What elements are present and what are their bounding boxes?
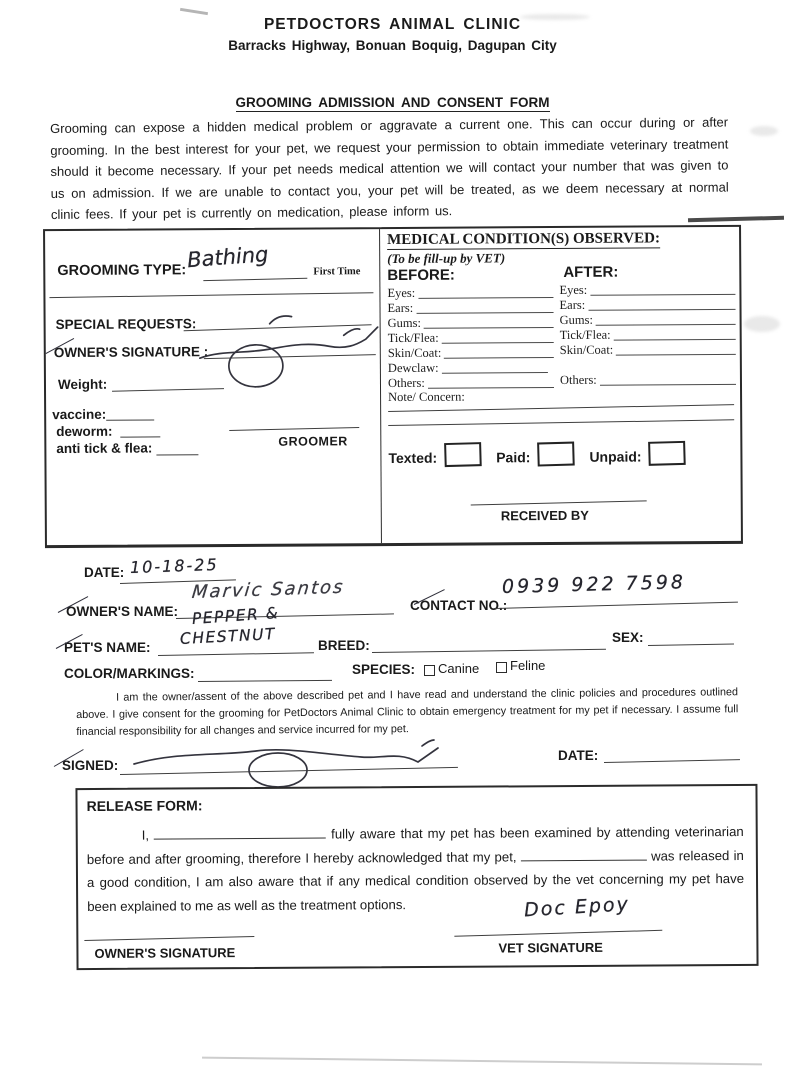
blank-line [600,372,736,386]
note-concern-label: Note/ Concern: [388,389,465,405]
after-field-row [559,297,735,313]
first-time-label: First Time [313,266,361,278]
blank-line [588,297,735,311]
sex-label: SEX: [612,630,644,645]
release-intro-prefix: I, [141,827,150,843]
vaccine-line [106,419,154,420]
medical-subtitle: (To be fill-up by VET) [387,250,506,267]
after-field-row [560,327,736,343]
divider-line [49,292,373,298]
blank-line [590,282,735,296]
canine-label: Canine [438,661,480,676]
texted-label: Texted: [388,449,438,467]
before-label: BEFORE: [387,266,455,285]
after-field-row [560,372,736,388]
color-markings-line [198,680,332,682]
clinic-address: Barracks Highway, Bonuan Boquig, Dagupan City [228,38,557,53]
before-field-row [388,345,554,361]
breed-label: BREED: [318,638,370,653]
form-title [0,94,785,112]
contact-no-handwriting: 0939 922 7598 [501,571,687,598]
feline-checkbox [496,662,507,673]
weight-label: Weight: [57,376,108,393]
after-label: AFTER: [563,263,619,281]
received-by-line [471,500,647,505]
note-line [388,404,734,412]
color-markings-label: COLOR/MARKINGS: [64,666,195,681]
blank-line [596,312,736,326]
signed-signature-scribble [126,736,460,788]
release-owner-signature-label: OWNER'S SIGNATURE [94,945,236,961]
pets-name-handwriting-line1: PEPPER & [191,603,280,628]
after-field-row [560,342,736,358]
grooming-type-line [203,278,307,281]
field-label: Ears: [559,297,586,312]
groomer-label: GROOMER [278,434,348,449]
grooming-type-label: GROOMING TYPE: [57,262,187,280]
field-label: Others: [559,372,597,387]
blank-line [416,300,553,314]
vaccine-label: vaccine: [52,406,107,423]
anti-tick-flea-label: anti tick & flea: [56,440,153,457]
before-field-row [388,330,554,346]
paid-checkbox [537,442,575,467]
blank-line [418,285,553,299]
before-field-row [387,285,553,301]
release-pet-blank [521,846,647,861]
owners-name-label: OWNER'S NAME: [66,604,178,619]
received-by-label: RECEIVED BY [500,507,589,524]
pets-name-label: PET'S NAME: [64,640,151,655]
after-field-row [560,312,736,328]
unpaid-checkbox [648,441,686,466]
field-label: Tick/Flea: [387,330,439,346]
scan-artifact [744,316,780,332]
canine-checkbox [424,665,435,676]
field-label: Eyes: [559,282,588,297]
deworm-line [120,436,160,437]
anti-tick-flea-line [156,454,198,455]
clinic-name: PETDOCTORS ANIMAL CLINIC [263,16,522,33]
vet-signature-handwriting: Doc Epoy [523,893,631,922]
deworm-label: deworm: [56,423,113,440]
medical-title [387,230,660,249]
weight-line [112,388,224,392]
groomer-line [229,427,359,431]
consent-date-label: DATE: [558,748,599,763]
blank-line [442,330,554,344]
field-label: Ears: [387,300,414,316]
blank-line [442,360,548,374]
grooming-type-handwriting: Bathing [186,242,270,273]
release-form-box [75,784,758,970]
release-body-mid: fully aware that my pet has been examined by attending veterinarian before and after grooming, therefore I hereby acknowledged that my pet, [86,824,744,867]
scan-artifact [750,126,778,136]
before-field-row [388,315,554,331]
owners-signature-label: OWNER'S SIGNATURE : [53,344,209,361]
pets-name-line [158,652,314,656]
medical-title-text: MEDICAL CONDITION(S) OBSERVED: [387,230,660,249]
contact-no-line [494,602,738,609]
field-label: Tick/Flea: [559,327,611,342]
intro-paragraph: Grooming can expose a hidden medical problem or aggravate a current one. This can occur during or after grooming. In the best interest for your pet, we request your permission to obtain immediate veterinary treatment should it become necessary. If your pet needs medical attention we will contact your number that was given to us on admission. If we are unable to contact you, your pet will be treated, as we deem necessary at normal clinic fees. If your pet is currently on medication, please inform us. [50,114,729,223]
payment-row [388,437,700,466]
sex-line [648,643,734,646]
release-name-blank [154,825,326,840]
before-field-row [388,360,548,376]
release-paragraph [87,820,745,918]
contact-no-label: CONTACT NO.: [410,598,508,613]
pets-name-handwriting-line2: CHESTNUT [179,624,277,648]
admission-box [43,225,743,548]
field-label: Skin/Coat: [387,345,442,361]
field-label: Gums: [559,312,593,327]
blank-line [616,342,736,356]
texted-checkbox [444,442,482,467]
consent-date-line [604,759,740,763]
medical-panel [381,227,739,543]
blank-line [444,345,554,359]
field-label: Gums: [387,315,421,331]
unpaid-label: Unpaid: [589,448,642,465]
blank-line [428,375,554,389]
release-vet-signature-line [454,930,662,937]
release-vet-signature-label: VET SIGNATURE [498,939,603,956]
release-form-title: RELEASE FORM: [86,797,203,815]
note-line [388,419,734,426]
before-field-row [387,300,553,316]
after-field-row [559,282,735,298]
owner-signature-scribble [194,317,380,388]
form-title-text: GROOMING ADMISSION AND CONSENT FORM [235,95,550,110]
release-body-end: was released in a good condition, I am also aware that if any medical condition observed by the vet concerning my pet have been explained to me as well as the treatment options. [86,847,745,914]
blank-line [424,315,554,329]
blank-line [614,327,736,341]
field-label: Dewclaw: [387,360,439,376]
species-label: SPECIES: [352,662,416,677]
paid-label: Paid: [496,449,531,466]
field-label: Eyes: [387,285,416,301]
field-label: Others: [387,375,425,391]
consent-paragraph: I am the owner/assent of the above described pet and I have read and understand the clinic policies and procedures outlined above. I give consent for the grooming for PetDoctors Animal Clinic to obtain emergency treatment for my pet if necessary. I assume full financial responsibility for all changes and service incurred for my pet. [76,686,739,738]
scan-artifact [180,8,208,15]
date-handwriting: 10-18-25 [129,554,219,577]
signed-label: SIGNED: [62,758,119,773]
special-requests-label: SPECIAL REQUESTS: [55,316,197,333]
field-label: Skin/Coat: [559,342,614,357]
scan-artifact [202,1057,762,1066]
feline-label: Feline [510,658,546,673]
release-owner-signature-line [84,936,254,941]
before-field-row [388,375,554,391]
owners-name-handwriting: Marvic Santos [190,576,346,604]
breed-line [372,649,606,653]
date-label: DATE: [84,565,125,580]
